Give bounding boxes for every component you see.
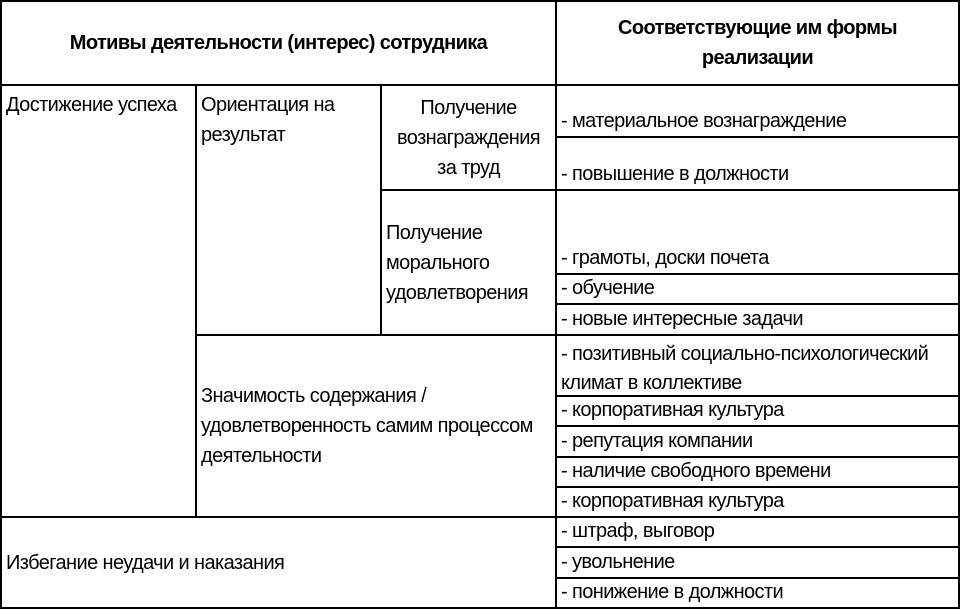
form-free-time: - наличие свободного времени — [555, 456, 960, 488]
form-training: - обучение — [555, 273, 960, 305]
group-moral: Получение морального удовлетворения — [380, 189, 557, 336]
form-promotion: - повышение в должности — [555, 136, 960, 191]
group-success: Достижение успеха — [0, 84, 197, 518]
header-motives: Мотивы деятельности (интерес) сотрудника — [0, 0, 557, 86]
form-new-tasks: - новые интересные задачи — [555, 303, 960, 336]
group-result-orientation: Ориентация на результат — [195, 84, 382, 336]
form-dismissal: - увольнение — [555, 546, 960, 579]
form-reputation: - репутация компании — [555, 425, 960, 458]
group-content-significance: Значимость содержания /удовлетворенность самим процессом деятельности — [195, 334, 557, 518]
form-corporate-culture: - корпоративная культура — [555, 395, 960, 427]
header-forms: Соответствующие им формы реализации — [555, 0, 960, 86]
form-demotion: - понижение в должности — [555, 577, 960, 609]
group-avoidance: Избегание неудачи и наказания — [0, 516, 557, 609]
form-climate: - позитивный социально-психологический климат в коллективе — [555, 334, 960, 397]
group-reward: Получение вознаграждения за труд — [380, 84, 557, 191]
form-certificates: - грамоты, доски почета — [555, 189, 960, 275]
form-fine: - штраф, выговор — [555, 516, 960, 548]
form-material-reward: - материальное вознаграждение — [555, 84, 960, 138]
form-corporate-culture-2: - корпоративная культура — [555, 486, 960, 518]
